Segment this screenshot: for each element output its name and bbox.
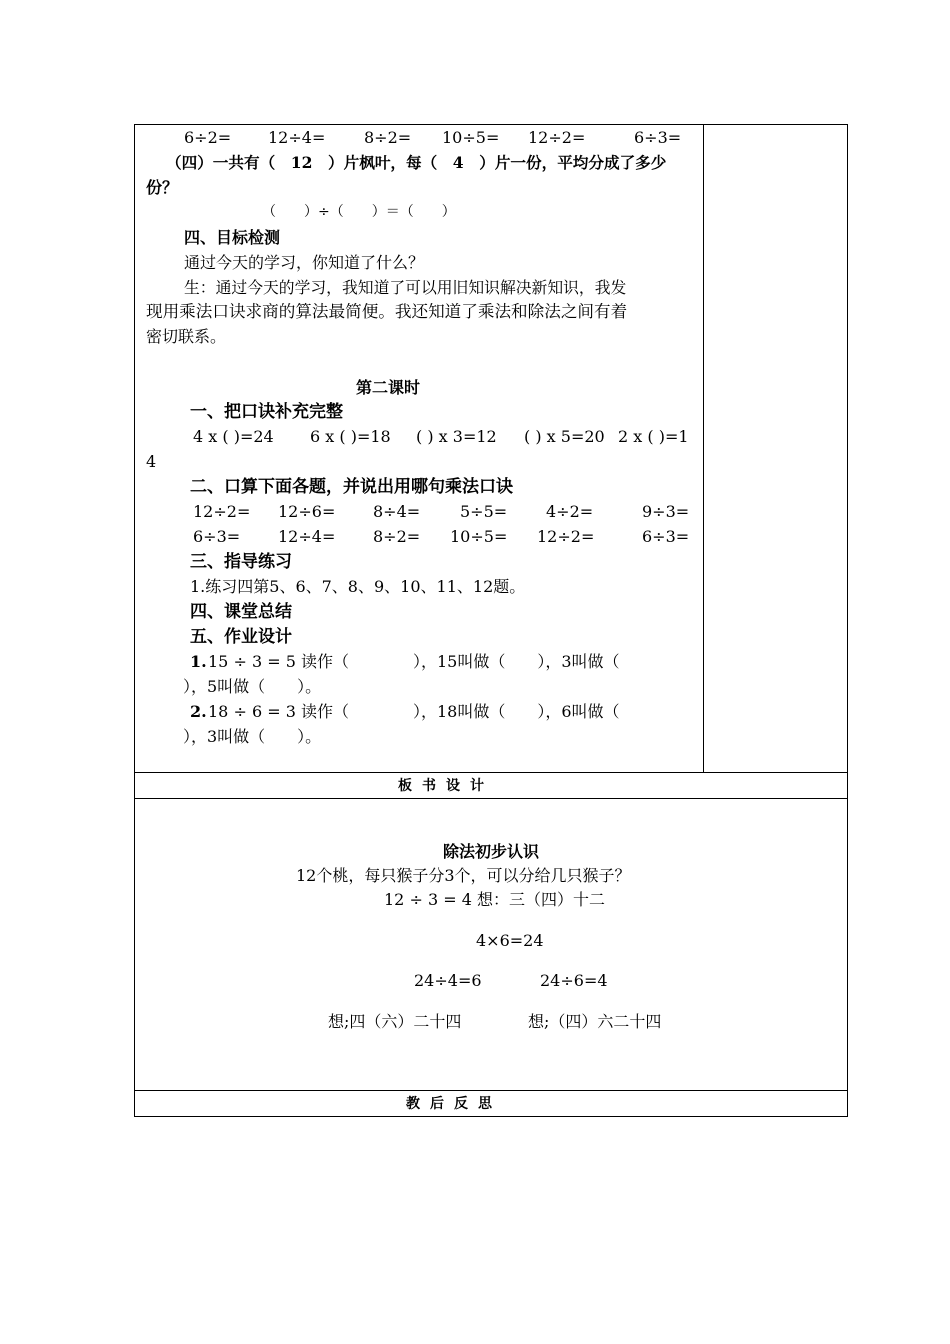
calc-item: 9÷3=	[642, 502, 690, 521]
section4-answer-2: 现用乘法口诀求商的算法最简便。我还知道了乘法和除法之间有着	[146, 302, 628, 321]
row-divider-1	[134, 772, 848, 773]
fill-item: 4 x ( )=24	[193, 427, 274, 446]
board-eq2: 4×6=24	[476, 931, 544, 950]
lesson2-s5-title: 五、作业设计	[190, 627, 292, 647]
calc-item: 8÷2=	[364, 128, 412, 147]
hw2-number: 2.	[190, 702, 207, 721]
calc-item: 12÷6=	[278, 502, 336, 521]
q4-line2: 份？	[146, 178, 179, 197]
lesson2-s4-title: 四、课堂总结	[190, 602, 292, 622]
board-header: 板书设计	[398, 778, 494, 794]
hw1-line2: ），5叫做（ ）。	[183, 677, 322, 696]
hw1-number: 1.	[190, 652, 207, 671]
fill-item: ( ) x 3=12	[416, 427, 497, 446]
lesson2-s3-title: 三、指导练习	[190, 552, 292, 572]
calc-item: 12÷4=	[268, 128, 326, 147]
column-divider	[703, 124, 704, 772]
s1-wrap: 4	[146, 452, 157, 471]
calc-item: 10÷5=	[442, 128, 500, 147]
table-border-left	[134, 124, 135, 1117]
q4-line1: （四）一共有（ 12 ）片枫叶，每（ 4 ）片一份，平均分成了多少	[166, 153, 667, 172]
board-eq1: 12 ÷ 3 = 4 想：三（四）十二	[384, 890, 605, 909]
table-border-top	[134, 124, 848, 125]
fill-item: 6 x ( )=18	[310, 427, 391, 446]
calc-item: 12÷4=	[278, 527, 336, 546]
section4-title: 四、目标检测	[184, 228, 281, 247]
calc-item: 12÷2=	[537, 527, 595, 546]
board-title: 除法初步认识	[442, 842, 539, 861]
calc-item: 6÷3=	[634, 128, 682, 147]
calc-item: 8÷4=	[373, 502, 421, 521]
board-problem: 12个桃，每只猴子分3个，可以分给几只猴子？	[296, 866, 631, 885]
calc-item: 6÷3=	[193, 527, 241, 546]
board-eq3b: 24÷6=4	[540, 971, 608, 990]
calc-item: 4÷2=	[546, 502, 594, 521]
table-border-right	[847, 124, 848, 1117]
board-think-b: 想;（四）六二十四	[528, 1012, 662, 1031]
calc-item: 10÷5=	[450, 527, 508, 546]
row-divider-2	[134, 798, 848, 799]
table-border-bottom	[134, 1116, 848, 1117]
hw1-line1: 15 ÷ 3 = 5 读作（ ），15叫做（ ），3叫做（	[208, 652, 620, 671]
q4-formula: （ ）÷（ ）＝（ ）	[262, 204, 456, 220]
calc-item: 5÷5=	[460, 502, 508, 521]
hw2-line2: ），3叫做（ ）。	[183, 727, 322, 746]
reflection-header: 教后反思	[406, 1096, 502, 1112]
row-divider-3	[134, 1090, 848, 1091]
lesson2-s2-title: 二、口算下面各题，并说出用哪句乘法口诀	[190, 477, 513, 497]
board-eq3a: 24÷4=6	[414, 971, 482, 990]
calc-item: 12÷2=	[528, 128, 586, 147]
calc-item: 6÷3=	[642, 527, 690, 546]
calc-item: 8÷2=	[373, 527, 421, 546]
lesson2-s3-item: 1.练习四第5、6、7、8、9、10、11、12题。	[190, 577, 526, 596]
section4-answer-3: 密切联系。	[146, 327, 227, 346]
calc-item: 6÷2=	[184, 128, 232, 147]
hw2-line1: 18 ÷ 6 = 3 读作（ ），18叫做（ ），6叫做（	[208, 702, 620, 721]
fill-item: ( ) x 5=20	[524, 427, 605, 446]
section4-question: 通过今天的学习，你知道了什么？	[184, 253, 425, 272]
section4-answer-1: 生：通过今天的学习，我知道了可以用旧知识解决新知识，我发	[184, 278, 627, 297]
board-think-a: 想;四（六）二十四	[328, 1012, 462, 1031]
lesson2-title: 第二课时	[356, 378, 421, 397]
calc-item: 12÷2=	[193, 502, 251, 521]
lesson2-s1-title: 一、把口诀补充完整	[190, 402, 343, 422]
fill-item: 2 x ( )=1	[618, 427, 689, 446]
